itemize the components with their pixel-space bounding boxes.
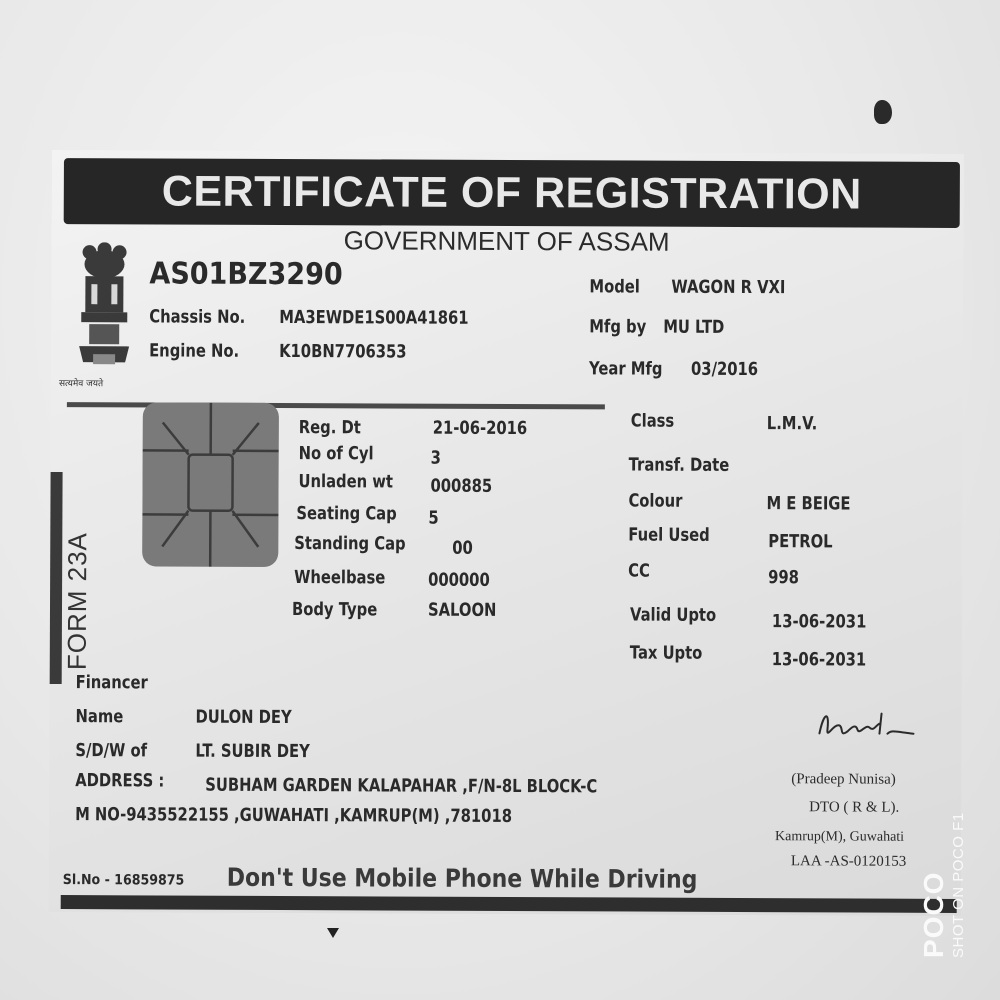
chassis-value: MA3EWDE1S00A41861 xyxy=(279,306,469,329)
form-strip xyxy=(50,472,63,684)
wheelbase-label: Wheelbase xyxy=(294,567,386,589)
cc-label: CC xyxy=(628,560,650,582)
tax-upto-value: 13-06-2031 xyxy=(771,649,867,671)
engine-label: Engine No. xyxy=(149,340,240,362)
valid-upto-value: 13-06-2031 xyxy=(771,611,867,633)
footer-bar xyxy=(61,895,957,913)
paper-mark xyxy=(327,928,339,938)
body-type-value: SALOON xyxy=(427,599,497,621)
watermark-subtitle: SHOT ON POCO F1 xyxy=(950,812,967,958)
chassis-label: Chassis No. xyxy=(149,306,246,328)
colour-label: Colour xyxy=(628,490,683,512)
owner-name-label: Name xyxy=(75,706,124,728)
dto-signature-icon xyxy=(809,703,919,749)
address-line-1: SUBHAM GARDEN KALAPAHAR ,F/N-8L BLOCK-C xyxy=(205,774,598,798)
engine-value: K10BN7706353 xyxy=(279,340,407,363)
address-line-2: M NO-9435522155 ,GUWAHATI ,KAMRUP(M) ,781018 xyxy=(75,804,513,828)
serial-number: Sl.No - 16859875 xyxy=(62,872,185,889)
cylinders-label: No of Cyl xyxy=(298,443,374,465)
colour-value: M E BEIGE xyxy=(766,493,851,515)
certificate-title: CERTIFICATE OF REGISTRATION xyxy=(161,166,862,219)
registration-number: AS01BZ3290 xyxy=(149,256,343,293)
registration-certificate-card xyxy=(49,150,964,916)
model-label: Model xyxy=(589,276,640,298)
seating-capacity-label: Seating Cap xyxy=(296,503,397,525)
camera-watermark xyxy=(918,812,967,958)
tax-upto-label: Tax Upto xyxy=(629,642,703,664)
ink-spot xyxy=(874,100,892,124)
header-bar xyxy=(64,158,960,228)
dto-name: (Pradeep Nunisa) xyxy=(791,771,896,788)
dto-designation: DTO ( R & L). xyxy=(809,799,900,816)
model-value: WAGON R VXI xyxy=(671,276,786,299)
mfg-label: Mfg by xyxy=(589,316,647,338)
issuing-government: GOVERNMENT OF ASSAM xyxy=(343,225,670,257)
form-number: FORM 23A xyxy=(61,532,93,671)
unladen-weight-label: Unladen wt xyxy=(298,471,394,493)
year-mfg-value: 03/2016 xyxy=(691,358,759,381)
class-value: L.M.V. xyxy=(766,413,818,435)
reg-date-value: 21-06-2016 xyxy=(432,417,528,440)
wheelbase-value: 000000 xyxy=(428,569,490,591)
relation-value: LT. SUBIR DEY xyxy=(195,740,310,763)
cc-value: 998 xyxy=(768,567,800,589)
transfer-date-label: Transf. Date xyxy=(628,454,730,476)
financer-label: Financer xyxy=(75,672,148,694)
seating-capacity-value: 5 xyxy=(428,507,439,529)
standing-capacity-label: Standing Cap xyxy=(294,533,406,555)
dto-code: LAA -AS-0120153 xyxy=(790,853,907,870)
watermark-brand: POCO xyxy=(918,871,949,958)
year-mfg-label: Year Mfg xyxy=(589,358,663,380)
cylinders-value: 3 xyxy=(430,447,441,469)
relation-label: S/D/W of xyxy=(75,740,148,762)
emblem-motto: सत्यमेव जयते xyxy=(58,379,104,390)
dto-office: Kamrup(M), Guwahati xyxy=(774,829,905,845)
body-type-label: Body Type xyxy=(291,599,378,621)
owner-name-value: DULON DEY xyxy=(195,706,292,729)
standing-capacity-value: 00 xyxy=(452,537,473,559)
address-label: ADDRESS : xyxy=(75,770,165,792)
fuel-value: PETROL xyxy=(768,531,833,553)
safety-warning: Don't Use Mobile Phone While Driving xyxy=(226,862,698,894)
class-label: Class xyxy=(630,410,675,432)
reg-date-label: Reg. Dt xyxy=(298,417,361,439)
mfg-value: MU LTD xyxy=(663,316,725,338)
valid-upto-label: Valid Upto xyxy=(629,604,717,626)
national-emblem-icon xyxy=(75,242,134,392)
fuel-label: Fuel Used xyxy=(628,524,710,546)
unladen-weight-value: 000885 xyxy=(430,475,493,497)
smart-card-chip-icon xyxy=(142,402,279,567)
